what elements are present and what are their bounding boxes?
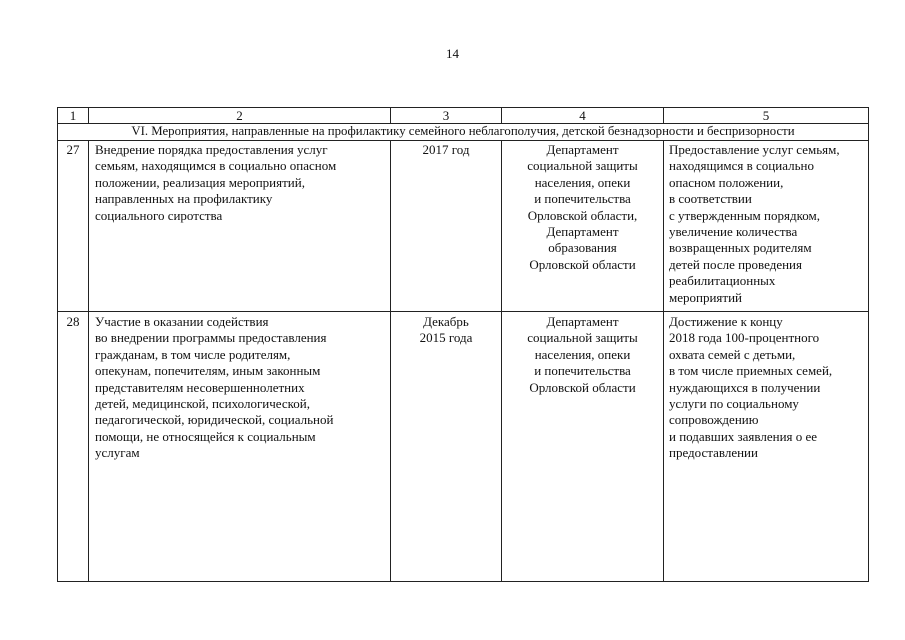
responsible-line: Департамент	[546, 314, 619, 329]
page-number: 14	[446, 46, 459, 61]
responsible-line: образования	[548, 240, 617, 256]
responsible-line: социальной защиты	[527, 330, 638, 346]
result-line: находящимся в социально	[669, 158, 814, 174]
section-title: VI. Мероприятия, направленные на профилактику семейного неблагополучия, детской безнадзорности и беспризорности	[58, 124, 869, 141]
deadline-cell	[391, 141, 502, 312]
result-line: охвата семей с детьми,	[669, 346, 796, 362]
result-line: нуждающихся в получении	[669, 379, 821, 395]
activity-line: положении, реализация мероприятий,	[95, 174, 305, 190]
activity-cell	[89, 312, 391, 582]
responsible-line: населения, опеки	[534, 174, 631, 190]
activity-line: социального сиротства	[95, 207, 223, 223]
header-col-1: 1	[58, 108, 89, 124]
activity-line: педагогической, юридической, социальной	[95, 412, 334, 428]
result-line: реабилитационных	[669, 273, 776, 289]
responsible-line: Орловской области	[529, 379, 636, 395]
deadline-line: Декабрь	[423, 314, 469, 329]
result-line: Предоставление услуг семьям,	[669, 142, 840, 157]
result-line: 2018 года 100-процентного	[669, 330, 820, 346]
row-number: 27	[58, 141, 89, 312]
responsible-line: Орловской области	[529, 256, 636, 272]
result-line: возвращенных родителям	[669, 240, 812, 256]
activity-line: услугам	[95, 445, 140, 461]
responsible-line: Департамент	[546, 142, 619, 157]
responsible-line: и попечительства	[534, 363, 631, 379]
activity-line: Участие в оказании содействия	[95, 314, 269, 329]
activity-line: опекунам, попечителям, иным законным	[95, 363, 321, 379]
responsible-line: социальной защиты	[527, 158, 638, 174]
result-line: и подавших заявления о ее	[669, 428, 818, 444]
activity-line: во внедрении программы предоставления	[95, 330, 327, 346]
result-line: в том числе приемных семей,	[669, 363, 833, 379]
deadline-line: 2015 года	[419, 330, 473, 346]
table-row	[58, 141, 869, 312]
responsible-line: и попечительства	[534, 191, 631, 207]
header-col-3: 3	[391, 108, 502, 124]
activity-line: гражданам, в том числе родителям,	[95, 346, 291, 362]
result-line: Достижение к концу	[669, 314, 783, 329]
activity-line: представителям несовершеннолетних	[95, 379, 305, 395]
deadline-cell	[391, 312, 502, 582]
result-line: мероприятий	[669, 289, 742, 305]
result-line: в соответствии	[669, 191, 752, 207]
header-col-4: 4	[502, 108, 664, 124]
row-number: 28	[58, 312, 89, 582]
result-line: предоставлении	[669, 445, 758, 461]
responsible-cell	[502, 312, 664, 582]
activity-cell	[89, 141, 391, 312]
responsible-cell	[502, 141, 664, 312]
activity-line: детей, медицинской, психологической,	[95, 396, 311, 412]
table-row	[58, 312, 869, 582]
result-cell	[664, 312, 869, 582]
responsible-line: Департамент	[546, 224, 619, 240]
deadline-line: 2017 год	[422, 142, 470, 157]
activity-line: помощи, не относящейся к социальным	[95, 428, 316, 444]
activity-line: направленных на профилактику	[95, 191, 273, 207]
header-col-5: 5	[664, 108, 869, 124]
result-line: увеличение количества	[669, 224, 798, 240]
result-line: с утвержденным порядком,	[669, 207, 820, 223]
responsible-line: населения, опеки	[534, 346, 631, 362]
header-row	[58, 108, 869, 124]
activity-line: семьям, находящимся в социально опасном	[95, 158, 337, 174]
activity-line: Внедрение порядка предоставления услуг	[95, 142, 328, 157]
header-col-2: 2	[89, 108, 391, 124]
result-cell	[664, 141, 869, 312]
measures-table	[57, 107, 869, 582]
result-line: детей после проведения	[669, 256, 802, 272]
section-row	[58, 124, 869, 141]
result-line: услуги по социальному	[669, 396, 799, 412]
result-line: опасном положении,	[669, 174, 784, 190]
responsible-line: Орловской области,	[527, 207, 638, 223]
result-line: сопровождению	[669, 412, 759, 428]
